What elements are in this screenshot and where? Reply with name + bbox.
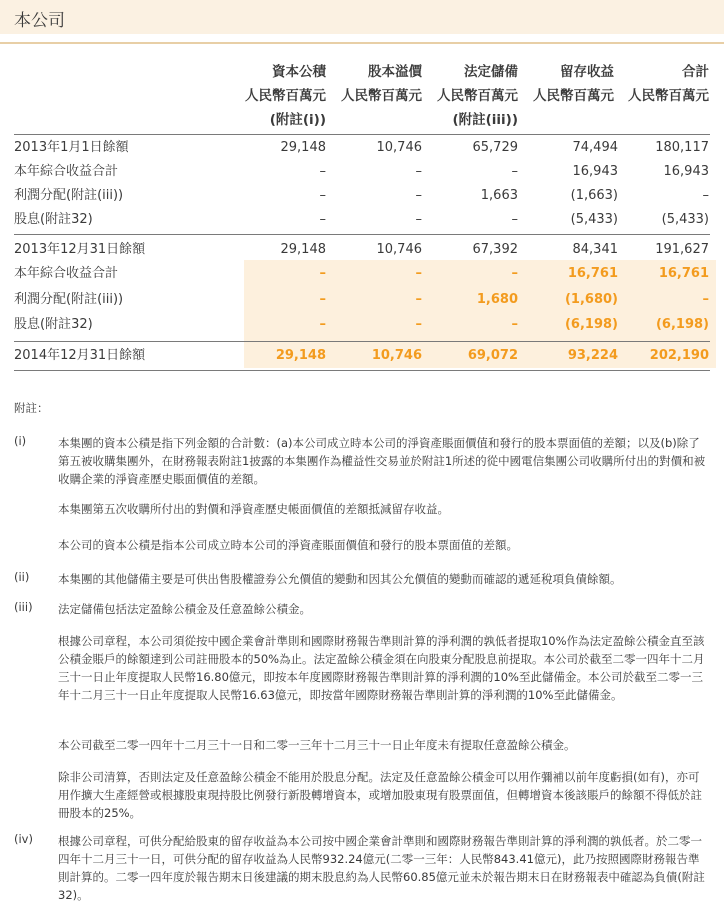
total-rule-bottom [14,370,710,371]
note-text: 本公司的資本公積是指本公司成立時本公司的淨資產賬面價值和發行的股本票面值的差額。 [58,538,518,552]
column-header-capital-reserve: 資本公積 人民幣百萬元 (附註(i)) [245,64,326,128]
note-text: 除非公司清算，否則法定及任意盈餘公積金不能用於股息分配。法定及任意盈餘公積金可以用作彌補以前年度虧損(如有)，亦可用作擴大生產經營或根據股東現持股比例發行新股轉增資本，或增加股東現有股票面值，但轉增資本後該賬戶的餘額不得低於註冊股本的25%。 [58,770,702,820]
subtotal-rule [14,234,710,235]
note-text: 本集團第五次收購所付出的對價和淨資產歷史帳面價值的差額抵減留存收益。 [58,502,449,516]
note-text: 本集團的資本公積是指下列金額的合計數：(a)本公司成立時本公司的淨資產賬面價值和發行的股本票面值的差額；以及(b)除了第五被收購集團外，在財務報表附註1披露的本集團作為權益性交易並於附註1所述的從中國電信集團公司收購所付出的對價和被收購企業的淨資產歷史賬面價值的差額。 [58,436,706,486]
note-tag: (iv) [14,832,33,846]
column-header-total: 合計 人民幣百萬元 [628,64,709,104]
column-header-retained-earnings: 留存收益 人民幣百萬元 [533,64,614,104]
note-text: 法定儲備包括法定盈餘公積金及任意盈餘公積金。 [58,602,311,616]
table-row: 股息(附註32) – – – (5,433) (5,433) [14,212,709,227]
table-row: 2013年1月1日餘額 29,148 10,746 65,729 74,494 180,117 [14,140,709,155]
table-row: 2014年12月31日餘額 29,148 10,746 69,072 93,224 202,190 [14,348,709,363]
table-row: 本年綜合收益合計 – – – 16,761 16,761 [14,266,709,281]
note-text: 本集團的其他儲備主要是可供出售股權證券公允價值的變動和因其公允價值的變動而確認的遞延稅項負債餘額。 [58,572,622,586]
notes-heading: 附註： [14,401,49,415]
total-rule-top [14,341,710,342]
note-tag: (iii) [14,600,33,614]
table-row: 股息(附註32) – – – (6,198) (6,198) [14,317,709,332]
note-tag: (i) [14,434,27,448]
page-title: 本公司 [14,11,65,31]
table-row: 利潤分配(附註(iii)) – – 1,680 (1,680) – [14,292,709,307]
note-tag: (ii) [14,570,30,584]
note-text: 根據公司章程，可供分配給股東的留存收益為本公司按中國企業會計準則和國際財務報告準則計算的淨利潤的孰低者。於二零一四年十二月三十一日，可供分配的留存收益為人民幣932.24億元(二零一三年：人民幣843.41億元)，此乃按照國際財務報告準則計算的。二零一四年度於報告期末日後建議的期末股息約為人民幣60.85億元並未於報告期末日在財務報表中確認為負債(附註32)。 [58,834,705,902]
header-rule [14,134,710,135]
table-row: 利潤分配(附註(iii)) – – 1,663 (1,663) – [14,188,709,203]
table-row: 2013年12月31日餘額 29,148 10,746 67,392 84,341 191,627 [14,242,709,257]
column-header-statutory-reserve: 法定儲備 人民幣百萬元 (附註(iii)) [437,64,518,128]
note-text: 本公司截至二零一四年十二月三十一日和二零一三年十二月三十一日止年度未有提取任意盈餘公積金。 [58,738,576,752]
table-row: 本年綜合收益合計 – – – 16,943 16,943 [14,164,709,179]
title-bar [0,0,724,34]
title-divider [0,42,724,44]
column-header-share-premium: 股本溢價 人民幣百萬元 [341,64,422,104]
note-text: 根據公司章程，本公司須從按中國企業會計準則和國際財務報告準則計算的淨利潤的孰低者提取10%作為法定盈餘公積金直至該公積金賬戶的餘額達到公司註冊股本的50%為止。法定盈餘公積金須在向股東分配股息前提取。本公司於截至二零一四年十二月三十一日止年度提取人民幣16.80億元，即按本年度國際財務報告準則計算的淨利潤的10%至此儲備金。本公司於截至二零一三年十二月三十一日止年度提取人民幣16.63億元，即按當年國際財務報告準則計算的淨利潤的10%至此儲備金。 [58,634,705,702]
